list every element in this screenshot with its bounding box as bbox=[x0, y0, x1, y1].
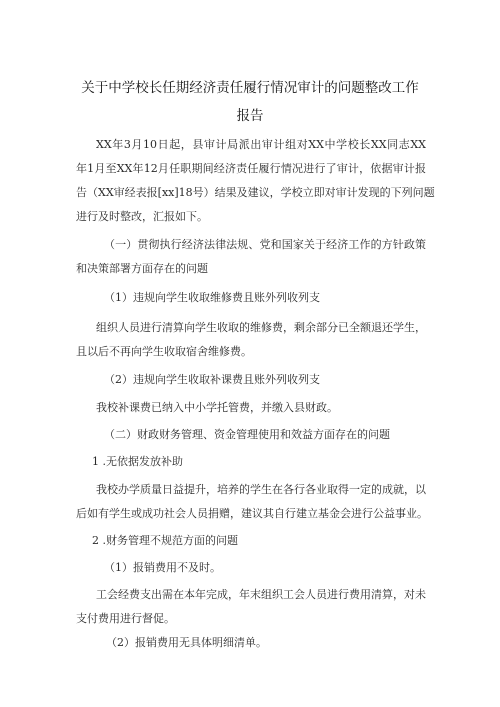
paragraph-intro-line-3: 告（XX审经表报[xx]18号）结果及建议，学校立即对审计发现的下列问题 bbox=[76, 186, 435, 199]
document-title: 关于中学校长任期经济责任履行情况审计的问题整改工作 bbox=[81, 80, 419, 96]
item-heading-2-2-2: （2）报销费用无具体明细清单。 bbox=[106, 636, 267, 649]
item-body-2-2-1-line-1: 工会经费支出需在本年完成，年末组织工会人员进行费用清算，对未 bbox=[96, 588, 426, 601]
paragraph-intro-line-4: 进行及时整改，汇报如下。 bbox=[76, 210, 208, 223]
section-heading-1: （一）贯彻执行经济法律法规、党和国家关于经济工作的方针政策 bbox=[104, 238, 426, 251]
item-heading-1-2: （2）违规向学生收取补课费且账外列收列支 bbox=[104, 373, 320, 386]
section-heading-2: （二）财政财务管理、资金管理使用和效益方面存在的问题 bbox=[104, 428, 390, 441]
item-heading-2-2-1: （1）报销费用不及时。 bbox=[104, 561, 221, 574]
item-body-2-1-line-2: 后如有学生或成功社会人员捐赠，建议其自行建立基金会进行公益事业。 bbox=[76, 507, 428, 520]
item-body-2-1-line-1: 我校办学质量日益提升，培养的学生在各行各业取得一定的成就，以 bbox=[96, 483, 426, 496]
section-heading-1-continued: 和决策部署方面存在的问题 bbox=[76, 262, 208, 275]
item-body-1-2: 我校补课费已纳入中小学托管费，并缴入县财政。 bbox=[96, 401, 338, 414]
item-body-1-1-line-1: 组织人员进行清算向学生收取的维修费，剩余部分已全额退还学生， bbox=[96, 321, 426, 334]
item-body-2-2-1-line-2: 支付费用进行督促。 bbox=[76, 612, 175, 625]
paragraph-intro-line-2: 年1月至XX年12月任职期间经济责任履行情况进行了审计，依据审计报 bbox=[76, 162, 426, 175]
item-heading-1-1: （1）违规向学生收取维修费且账外列收列支 bbox=[104, 291, 320, 304]
document-title-continued: 报告 bbox=[236, 108, 264, 124]
subsection-heading-2-2: 2 .财务管理不规范方面的问题 bbox=[92, 534, 238, 547]
paragraph-intro-line-1: XX年3月10日起，县审计局派出审计组对XX中学校长XX同志XX bbox=[96, 138, 426, 151]
item-body-1-1-line-2: 且以后不再向学生收取宿舍维修费。 bbox=[76, 345, 252, 358]
subsection-heading-2-1: 1 .无依据发放补助 bbox=[92, 455, 183, 468]
